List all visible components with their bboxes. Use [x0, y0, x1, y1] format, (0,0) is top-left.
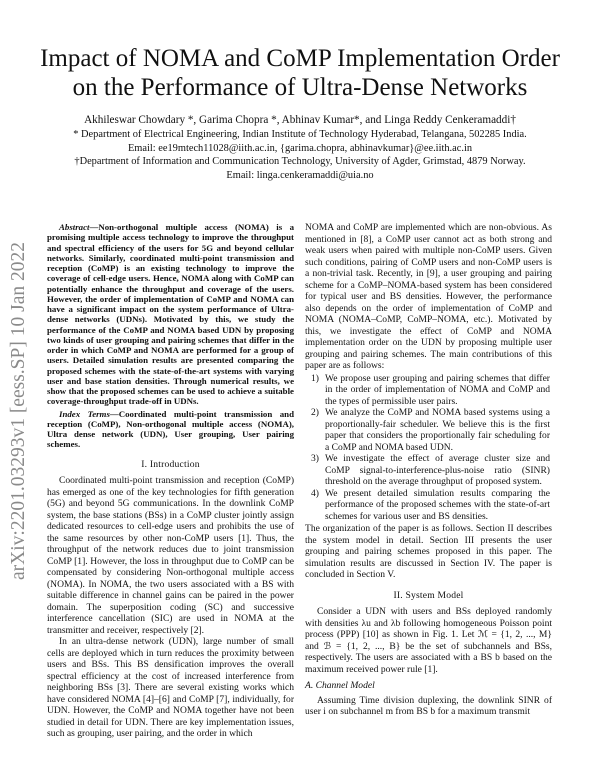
- index-terms: [47, 409, 294, 450]
- organization-paragraph: The organization of the paper is as follows. Section II describes the system model in detail. Section III presents the user grouping and pairing schemes proposed in this paper. The simulation results are discussed in Section IV. The paper is concluded in Section V.: [305, 523, 552, 580]
- list-item: [305, 407, 552, 453]
- list-item-number: 3): [311, 453, 319, 464]
- abstract-text: —Non-orthogonal multiple access (NOMA) is a promising multiple access technology to improve the throughput and spectral efficiency of the users for 5G and beyond cellular networks. Similarly, coordinated multi-point transmission and reception (CoMP) is an existing technology to improve the coverage of cell-edge users. Hence, NOMA along with CoMP can potentially enhance the throughput and coverage of the users. However, the order of implementation of CoMP and NOMA can have a significant impact on the system performance of Ultra-dense networks (UDNs). Motivated by this, we study the performance of the CoMP and NOMA based UDN by proposing two kinds of user grouping and pairing schemes that differ in the order in which CoMP and NOMA are performed for a group of users. Detailed simulation results are presented comparing the proposed schemes with the state-of-the-art systems with varying user and base station densities. Through numerical results, we show that the proposed schemes can be used to achieve a suitable coverage-throughput trade-off in UDNs.: [47, 222, 294, 407]
- list-item-text: We analyze the CoMP and NOMA based systems using a proportionally-fair scheduler. We believe this is the first paper that considers the proportionally fair scheduling for a CoMP and NOMA based UDN.: [325, 407, 550, 453]
- system-model-paragraph-1: Consider a UDN with users and BSs deployed randomly with densities λu and λb following homogeneous Poisson point process (PPP) [10] as shown in Fig. 1. Let ℳ = {1, 2, ..., M} and ℬ = {1, 2, ..., B} be the set of subchannels and BSs, respectively. The users are associated with a BS b based on the maximum received power rule [1].: [305, 606, 552, 675]
- subsection-heading-channel-model: A. Channel Model: [305, 680, 375, 691]
- list-item-number: 4): [311, 487, 319, 499]
- email-2: Email: linga.cenkeramaddi@uia.no: [226, 169, 374, 181]
- section-heading-system-model: II. System Model: [393, 589, 464, 601]
- affiliation-2: †Department of Information and Communication Technology, University of Agder, Grimstad, 4879 Norway.: [74, 156, 526, 167]
- intro-paragraph-2: In an ultra-dense network (UDN), large number of small cells are deployed which in turn reduces the proximity between users and BSs. This BS densification improves the overall spectral efficiency at the cost of increased interference from neighboring BSs [3]. There are several existing works which have considered NOMA [4]–[6] and CoMP [7], individually, for UDN. However, the CoMP and NOMA together have not been studied in detail for UDN. There are key implementation issues, such as grouping, user pairing, and the order in which: [47, 636, 294, 739]
- list-item-number: 2): [311, 407, 319, 418]
- list-item: [305, 373, 552, 408]
- list-item-text: We investigate the effect of average cluster size and CoMP signal-to-interference-plus-noise ratio (SINR) threshold on the average throughput of proposed system.: [325, 453, 550, 487]
- list-item-text: We present detailed simulation results comparing the performance of the proposed schemes with the state-of-art schemes for various user and BS densities.: [325, 487, 550, 522]
- author-names: Akhileswar Chowdary *, Garima Chopra *, Abhinav Kumar*, and Linga Reddy Cenkeramaddi†: [84, 114, 516, 126]
- abstract: [47, 222, 294, 407]
- left-column: [47, 222, 294, 740]
- list-item-text: We propose user grouping and pairing schemes that differ in the order of implementation of NOMA and CoMP and the types of permissible user pairs.: [325, 372, 550, 407]
- list-item-number: 1): [311, 372, 319, 384]
- paper-title: [30, 44, 570, 102]
- intro-paragraph-1: Coordinated multi-point transmission and reception (CoMP) has emerged as one of the key technologies for fifth generation (5G) and beyond 5G communications. In the downlink CoMP system, the base stations (BSs) in a CoMP cluster jointly assign dedicated resources to cell-edge users and prohibits the use of the same resources by other non-CoMP users [1]. Thus, the throughput of the network reduces due to joint transmission CoMP [1]. However, the loss in throughput due to CoMP can be compensated by considering Non-orthogonal multiple access (NOMA). In NOMA, the two users associated with a BS with suitable difference in channel gains can be paired in the power domain. The superposition coding (SC) and successive interference cancellation (SIC) are used in NOMA at the transmitter and receiver, respectively [2].: [47, 475, 294, 636]
- contributions-list: [305, 373, 552, 523]
- channel-model-paragraph: Assuming Time division duplexing, the downlink SINR of user i on subchannel m from BS b for a maximum transmit: [305, 694, 552, 717]
- list-item: [305, 453, 552, 488]
- index-terms-label: Index Terms: [59, 408, 110, 419]
- author-block: [40, 114, 560, 182]
- index-terms-text: —Coordinated multi-point transmission and reception (CoMP), Non-orthogonal multiple access (NOMA), Ultra dense network (UDN), User grouping, User pairing schemes.: [47, 408, 294, 450]
- arxiv-stamp: arXiv:2201.03293v1 [eess.SP] 10 Jan 2022: [8, 242, 29, 580]
- affiliation-1: * Department of Electrical Engineering, Indian Institute of Technology Hyderabad, Telangana, 502285 India.: [73, 129, 527, 140]
- list-item: [305, 488, 552, 523]
- right-column: [305, 222, 552, 718]
- title-line-2: on the Performance of Ultra-Dense Networks: [72, 74, 528, 101]
- title-line-1: Impact of NOMA and CoMP Implementation Order: [40, 45, 560, 72]
- abstract-label: Abstract: [59, 222, 90, 232]
- section-heading-introduction: I. Introduction: [141, 458, 200, 470]
- email-1: Email: ee19mtech11028@iith.ac.in, {garima.chopra, abhinavkumar}@ee.iith.ac.in: [127, 142, 473, 154]
- intro-paragraph-3: NOMA and CoMP are implemented which are non-obvious. As mentioned in [8], a CoMP user cannot act as both strong and weak users when paired with multiple non-CoMP users. Given such conditions, pairing of CoMP users and non-CoMP users is a non-trivial task. Recently, in [9], a user grouping and pairing scheme for a CoMP–NOMA-based system has been considered for typical user and BS densities. However, the performance also depends on the order of implementation of CoMP and NOMA (NOMA–CoMP, CoMP–NOMA, etc.). Motivated by this, we investigate the effect of CoMP and NOMA implementation order on the UDN by proposing multiple user grouping and pairing schemes. The main contributions of this paper are as follows:: [305, 222, 552, 371]
